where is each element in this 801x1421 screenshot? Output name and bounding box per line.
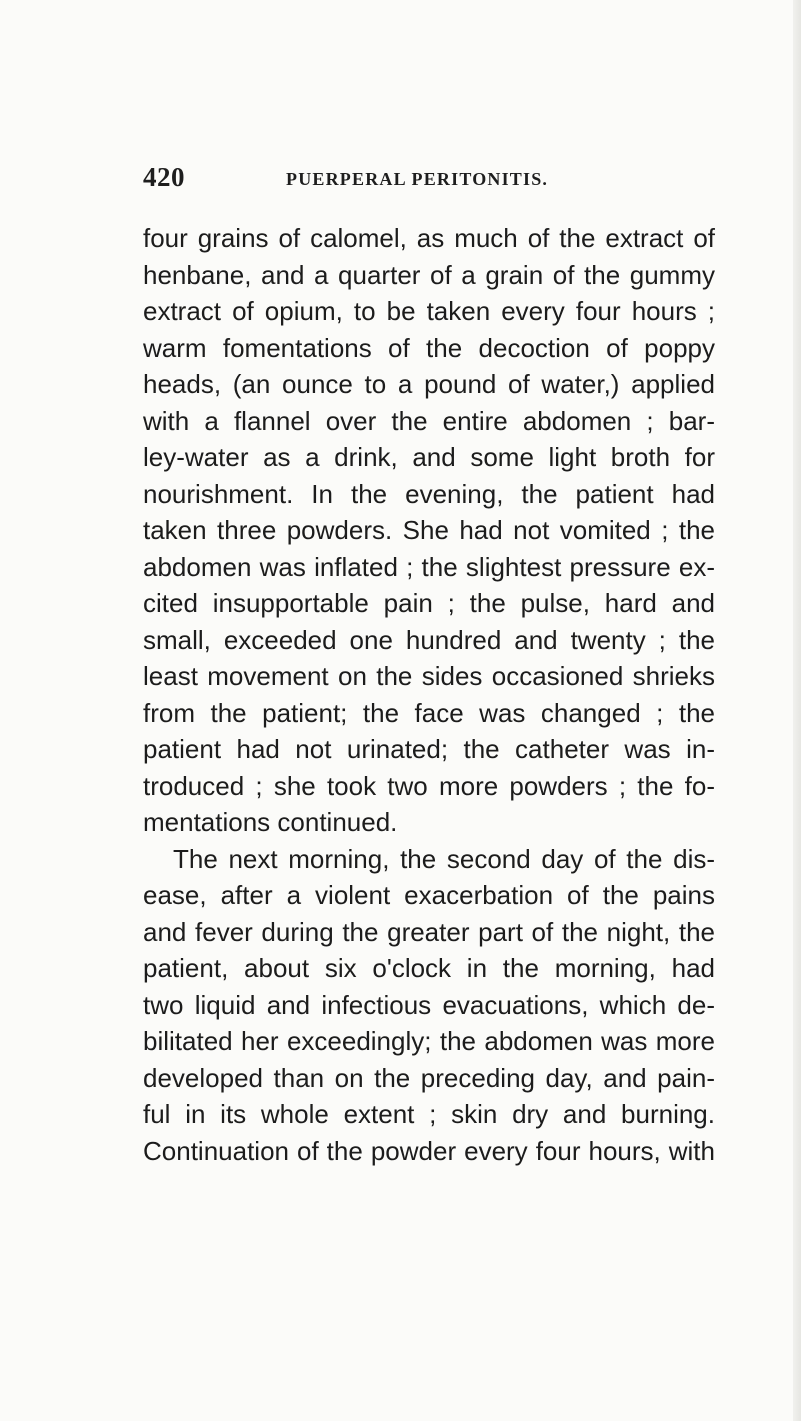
text-line: small, exceeded one hundred and twenty ; the [143, 624, 715, 655]
text-line: from the patient; the face was changed ; the [143, 697, 715, 728]
text-line: heads, (an ounce to a pound of water,) applied [143, 369, 715, 399]
page-edge [793, 0, 801, 1421]
text-line: Continuation of the powder every four hours, with [143, 1135, 715, 1166]
text-line: four grains of calomel, as much of the extract of [143, 223, 715, 253]
text-line: troduced ; she took two more powders ; the fo- [143, 770, 715, 801]
text-line: The next morning, the second day of the dis- [173, 843, 715, 874]
body-text [143, 220, 715, 1169]
text-line: ful in its whole extent ; skin dry and burning. [143, 1099, 715, 1129]
text-line: warm fomentations of the decoction of poppy [143, 332, 715, 363]
text-line: henbane, and a quarter of a grain of the gummy [143, 259, 715, 290]
text-line: patient, about six o'clock in the morning, had [143, 953, 715, 983]
running-title: PUERPERAL PERITONITIS. [286, 169, 549, 189]
running-head [143, 162, 743, 202]
text-line: bilitated her exceedingly; the abdomen was more [143, 1026, 715, 1056]
text-line: nourishment. In the evening, the patient had [143, 478, 715, 509]
text-line: patient had not urinated; the catheter was in- [143, 734, 715, 764]
text-line: cited insupportable pain ; the pulse, hard and [143, 588, 715, 618]
text-line: with a flannel over the entire abdomen ; bar- [143, 405, 715, 436]
text-line: two liquid and infectious evacuations, which de- [143, 989, 715, 1020]
text-line: abdomen was inflated ; the slightest pressure ex- [143, 551, 715, 582]
text-line: mentations continued. [143, 807, 398, 837]
text-line: taken three powders. She had not vomited ; the [143, 515, 715, 545]
text-line: developed than on the preceding day, and pain- [143, 1062, 715, 1093]
text-line: ease, after a violent exacerbation of the pains [143, 880, 715, 910]
text-line: and fever during the greater part of the night, the [143, 916, 715, 947]
page-number: 420 [143, 162, 185, 192]
text-line: extract of opium, to be taken every four hours ; [143, 296, 715, 326]
text-line: ley-water as a drink, and some light broth for [143, 442, 715, 472]
text-line: least movement on the sides occasioned shrieks [143, 661, 715, 691]
